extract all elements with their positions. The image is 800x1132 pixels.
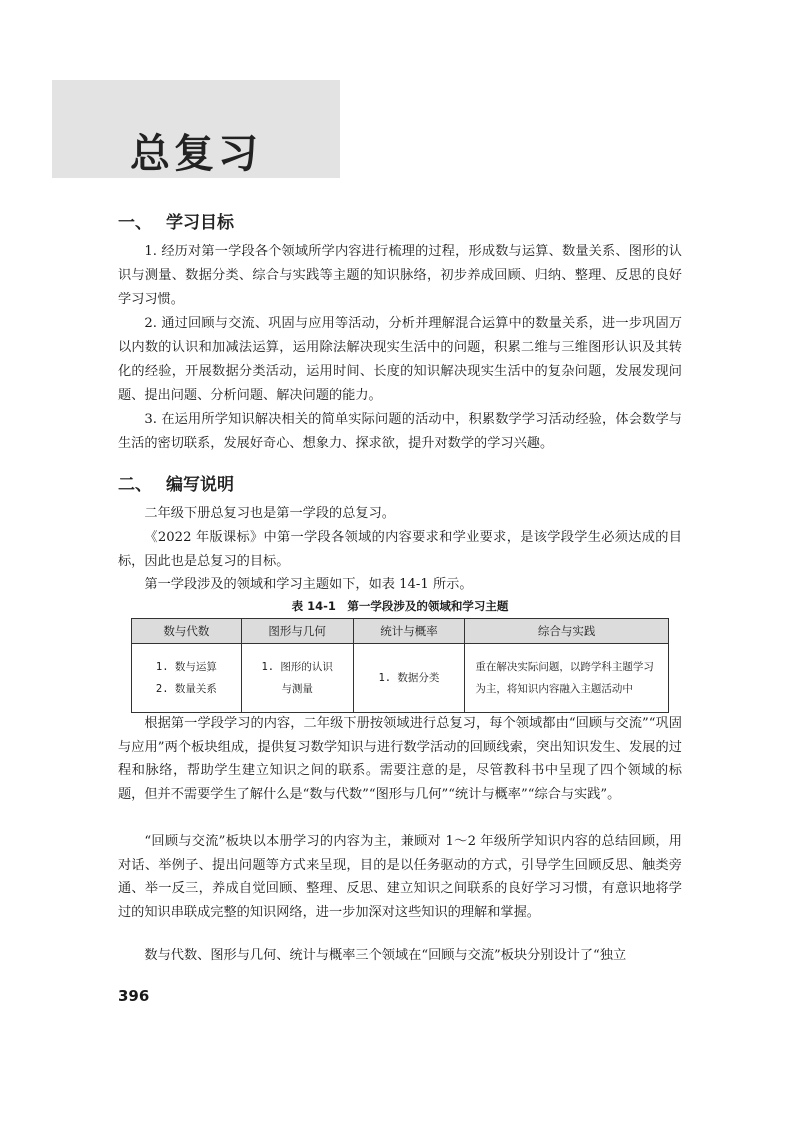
table-cell-number-algebra: [132, 644, 242, 713]
goal-paragraph-2: 2. 通过回顾与交流、巩固与应用等活动，分析并理解混合运算中的数量关系，进一步巩固万以内数的认识和加减法运算，运用除法解决现实生活中的问题，积累二维与三维图形认识及其转化的经验，开展数据分类活动，运用时间、长度的知识解决现实生活中的复杂问题，发展发现问题、提出问题、分析问题、解决问题的能力。: [118, 316, 682, 403]
section-heading-writing-notes: [118, 470, 234, 495]
intro-paragraph-2: 《2022 年版课标》中第一学段各领域的内容要求和学业要求，是该学段学生必须达成的目标，因此也是总复习的目标。: [118, 530, 682, 569]
table-cell-practice: 重在解决实际问题，以跨学科主题学习为主，将知识内容融入主题活动中: [465, 644, 669, 713]
cell-line: 2. 数量关系: [155, 683, 217, 695]
cell-line: 1. 图形的认识: [261, 661, 333, 673]
section-number: 二、: [118, 475, 152, 495]
table-header-row: [132, 619, 669, 644]
cell-line: 1. 数与运算: [155, 661, 217, 673]
section-title: 学习目标: [166, 213, 234, 233]
section-heading-learning-goals: [118, 208, 234, 233]
table-caption: 表 14-1 第一学段涉及的领域和学习主题: [291, 599, 509, 613]
domains-table: [131, 618, 669, 713]
body-paragraph-2: “回顾与交流”板块以本册学习的内容为主，兼顾对 1～2 年级所学知识内容的总结回顾，用对话、举例子、提出问题等方式来呈现，目的是以任务驱动的方式，引导学生回顾反思、触类旁通、举一反三，养成自觉回顾、整理、反思、建立知识之间联系的良好学习习惯，有意识地将学过的知识串联成完整的知识网络，进一步加深对这些知识的理解和掌握。: [118, 834, 682, 920]
table-cell-geometry: [241, 644, 353, 713]
table-header: 图形与几何: [241, 619, 353, 644]
intro-paragraph-3: 第一学段涉及的领域和学习主题如下，如表 14-1 所示。: [144, 577, 473, 592]
table-row: [132, 644, 669, 713]
table-header: 统计与概率: [353, 619, 465, 644]
page-title: 总复习: [130, 131, 262, 177]
goal-paragraph-1: 1. 经历对第一学段各个领域所学内容进行梳理的过程，形成数与运算、数量关系、图形的认识与测量、数据分类、综合与实践等主题的知识脉络，初步养成回顾、归纳、整理、反思的良好学习习惯。: [118, 244, 682, 307]
intro-paragraph-1: 二年级下册总复习也是第一学段的总复习。: [144, 506, 395, 521]
body-paragraph-1: 根据第一学段学习的内容，二年级下册按领域进行总复习，每个领域都由“回顾与交流”“巩固与应用”两个板块组成，提供复习数学知识与进行数学活动的回顾线索，突出知识发生、发展的过程和脉络，帮助学生建立知识之间的联系。需要注意的是，尽管教科书中呈现了四个领域的标题，但并不需要学生了解什么是“数与代数”“图形与几何”“统计与概率”“综合与实践”。: [118, 716, 682, 802]
goal-paragraph-3: 3. 在运用所学知识解决相关的简单实际问题的活动中，积累数学学习活动经验，体会数学与生活的密切联系，发展好奇心、想象力、探求欲，提升对数学的学习兴趣。: [118, 412, 682, 451]
table-header: 数与代数: [132, 619, 242, 644]
table-cell-statistics: 1. 数据分类: [353, 644, 465, 713]
section-title: 编写说明: [166, 475, 234, 495]
cell-line: 与测量: [281, 683, 313, 695]
table-header: 综合与实践: [465, 619, 669, 644]
body-paragraph-3: 数与代数、图形与几何、统计与概率三个领域在“回顾与交流”板块分别设计了“独立: [144, 948, 627, 963]
section-number: 一、: [118, 213, 152, 233]
page-number: 396: [118, 987, 150, 1005]
